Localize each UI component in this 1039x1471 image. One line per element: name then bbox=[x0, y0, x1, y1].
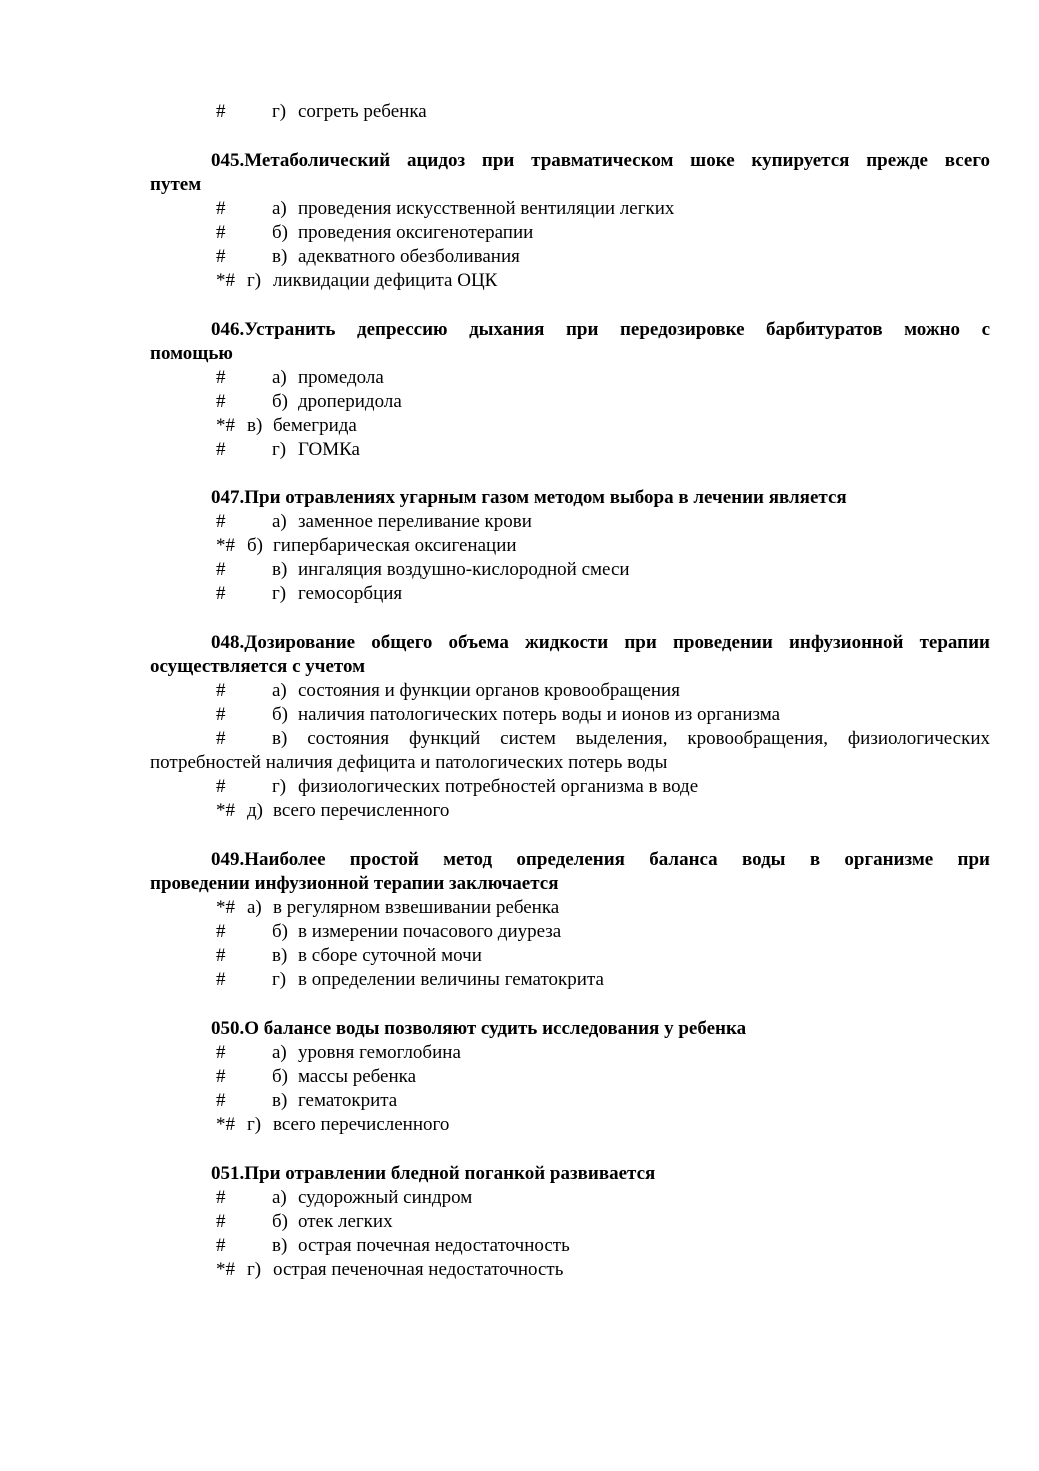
answer-option bbox=[216, 221, 916, 245]
answer-option bbox=[216, 944, 916, 968]
answer-letter: б) bbox=[272, 1066, 288, 1087]
answer-mark: # bbox=[216, 680, 226, 701]
answer-text: бемегрида bbox=[273, 415, 357, 436]
answer-text: судорожный синдром bbox=[298, 1187, 473, 1208]
answer-option-correct bbox=[216, 1258, 916, 1282]
answer-mark: # bbox=[216, 969, 226, 990]
answer-mark: # bbox=[216, 728, 226, 749]
answer-option bbox=[216, 197, 916, 221]
answer-option bbox=[216, 582, 916, 606]
answer-text: острая печеночная недостаточность bbox=[273, 1259, 564, 1280]
answer-text: в регулярном взвешивании ребенка bbox=[273, 897, 560, 918]
answer-mark: # bbox=[216, 1235, 226, 1256]
answer-mark: # bbox=[216, 367, 226, 388]
answer-letter: б) bbox=[272, 921, 288, 942]
answer-text: промедола bbox=[298, 367, 384, 388]
answer-text: всего перечисленного bbox=[273, 800, 450, 821]
answer-mark: # bbox=[216, 222, 226, 243]
answer-mark: # bbox=[216, 776, 226, 797]
answer-mark: # bbox=[216, 511, 226, 532]
question-title: 046.Устранить депрессию дыхания при передозировке барбитуратов можно с помощью bbox=[150, 319, 990, 364]
answer-letter: г) bbox=[272, 969, 287, 990]
answer-mark: # bbox=[216, 921, 226, 942]
answer-letter: г) bbox=[247, 270, 262, 291]
question-title: 051.При отравлении бледной поганкой развивается bbox=[211, 1163, 656, 1184]
answer-text: проведения оксигенотерапии bbox=[298, 222, 534, 243]
answer-letter: а) bbox=[272, 198, 287, 219]
answer-text: массы ребенка bbox=[298, 1066, 417, 1087]
answer-letter: б) bbox=[272, 391, 288, 412]
answer-text-continuation: потребностей наличия дефицита и патологических потерь воды bbox=[150, 752, 668, 773]
answer-option-correct bbox=[216, 534, 916, 558]
answer-option bbox=[216, 1210, 916, 1234]
question-title: 049.Наиболее простой метод определения баланса воды в организме при проведении инфузионной терапии заключается bbox=[150, 849, 990, 894]
answer-text: гемосорбция bbox=[298, 583, 403, 604]
answer-text: заменное переливание крови bbox=[298, 511, 532, 532]
answer-option bbox=[216, 679, 916, 703]
answer-mark: # bbox=[216, 391, 226, 412]
answer-letter: а) bbox=[272, 1187, 287, 1208]
answer-letter: в) bbox=[272, 728, 288, 749]
answer-option bbox=[216, 1186, 916, 1210]
answer-text: ингаляция воздушно-кислородной смеси bbox=[298, 559, 630, 580]
answer-text: отек легких bbox=[298, 1211, 393, 1232]
answer-letter: г) bbox=[272, 439, 287, 460]
answer-letter: в) bbox=[272, 1235, 288, 1256]
answer-mark: # bbox=[216, 1211, 226, 1232]
answer-text: проведения искусственной вентиляции легких bbox=[298, 198, 675, 219]
answer-letter: а) bbox=[272, 680, 287, 701]
answer-letter: в) bbox=[272, 945, 288, 966]
answer-letter: г) bbox=[272, 583, 287, 604]
answer-text: в сборе суточной мочи bbox=[298, 945, 482, 966]
answer-text: острая почечная недостаточность bbox=[298, 1235, 570, 1256]
answer-letter: б) bbox=[272, 704, 288, 725]
answer-letter: в) bbox=[272, 246, 288, 267]
answer-option bbox=[216, 245, 916, 269]
answer-mark: *# bbox=[216, 800, 235, 821]
answer-text: адекватного обезболивания bbox=[298, 246, 520, 267]
answer-letter: а) bbox=[272, 511, 287, 532]
answer-mark: # bbox=[216, 583, 226, 604]
question-title: 050.О балансе воды позволяют судить исследования у ребенка bbox=[211, 1018, 747, 1039]
answer-letter: а) bbox=[272, 1042, 287, 1063]
answer-text: гематокрита bbox=[298, 1090, 398, 1111]
answer-mark: # bbox=[216, 246, 226, 267]
answer-option bbox=[216, 703, 916, 727]
answer-option bbox=[216, 1234, 916, 1258]
answer-mark: # bbox=[216, 1090, 226, 1111]
answer-option-correct bbox=[216, 799, 916, 823]
answer-mark: *# bbox=[216, 270, 235, 291]
answer-option-correct bbox=[216, 1113, 916, 1137]
answer-text: наличия патологических потерь воды и ионов из организма bbox=[298, 704, 781, 725]
answer-letter: б) bbox=[247, 535, 263, 556]
answer-letter: а) bbox=[272, 367, 287, 388]
answer-text: всего перечисленного bbox=[273, 1114, 450, 1135]
answer-option-correct bbox=[216, 896, 916, 920]
answer-option bbox=[216, 1065, 916, 1089]
answer-option bbox=[216, 1089, 916, 1113]
answer-mark: *# bbox=[216, 415, 235, 436]
answer-option bbox=[216, 558, 916, 582]
answer-option bbox=[216, 775, 916, 799]
answer-option bbox=[216, 100, 916, 124]
answer-text: дроперидола bbox=[298, 391, 402, 412]
answer-mark: *# bbox=[216, 535, 235, 556]
answer-text: гипербарическая оксигенации bbox=[273, 535, 517, 556]
answer-mark: # bbox=[216, 559, 226, 580]
answer-letter: д) bbox=[247, 800, 263, 821]
answer-mark: # bbox=[216, 1042, 226, 1063]
answer-mark: # bbox=[216, 439, 226, 460]
answer-text: согреть ребенка bbox=[298, 101, 427, 122]
answer-option bbox=[150, 727, 990, 775]
answer-mark: # bbox=[216, 101, 226, 122]
answer-mark: # bbox=[216, 198, 226, 219]
answer-text: ГОМКа bbox=[298, 439, 360, 460]
answer-letter: б) bbox=[272, 222, 288, 243]
answer-letter: б) bbox=[272, 1211, 288, 1232]
answer-text: в измерении почасового диуреза bbox=[298, 921, 562, 942]
question-title: 047.При отравлениях угарным газом методом выбора в лечении является bbox=[211, 487, 847, 508]
answer-mark: # bbox=[216, 1066, 226, 1087]
answer-text: в определении величины гематокрита bbox=[298, 969, 604, 990]
answer-letter: в) bbox=[272, 559, 288, 580]
answer-option bbox=[216, 968, 916, 992]
answer-text: уровня гемоглобина bbox=[298, 1042, 461, 1063]
answer-letter: г) bbox=[247, 1114, 262, 1135]
answer-mark: *# bbox=[216, 1114, 235, 1135]
answer-letter: а) bbox=[247, 897, 262, 918]
answer-text: физиологических потребностей организма в воде bbox=[298, 776, 699, 797]
question-title: 048.Дозирование общего объема жидкости при проведении инфузионной терапии осуществляется с учетом bbox=[150, 632, 990, 677]
answer-text: состояния функций систем выделения, кровообращения, физиологических bbox=[307, 728, 990, 749]
question-title: 045.Метаболический ацидоз при травматическом шоке купируется прежде всего путем bbox=[150, 150, 990, 195]
answer-option bbox=[216, 920, 916, 944]
answer-letter: в) bbox=[272, 1090, 288, 1111]
answer-text: ликвидации дефицита ОЦК bbox=[273, 270, 498, 291]
answer-option bbox=[216, 438, 916, 462]
answer-text: состояния и функции органов кровообращения bbox=[298, 680, 680, 701]
answer-option bbox=[216, 1041, 916, 1065]
answer-mark: *# bbox=[216, 897, 235, 918]
answer-letter: в) bbox=[247, 415, 263, 436]
answer-mark: *# bbox=[216, 1259, 235, 1280]
answer-option bbox=[216, 390, 916, 414]
answer-mark: # bbox=[216, 1187, 226, 1208]
answer-letter: г) bbox=[247, 1259, 262, 1280]
answer-mark: # bbox=[216, 945, 226, 966]
answer-mark: # bbox=[216, 704, 226, 725]
answer-option-correct bbox=[216, 414, 916, 438]
answer-letter: г) bbox=[272, 776, 287, 797]
answer-option-correct bbox=[216, 269, 916, 293]
answer-option bbox=[216, 366, 916, 390]
answer-option bbox=[216, 510, 916, 534]
answer-letter: г) bbox=[272, 101, 287, 122]
